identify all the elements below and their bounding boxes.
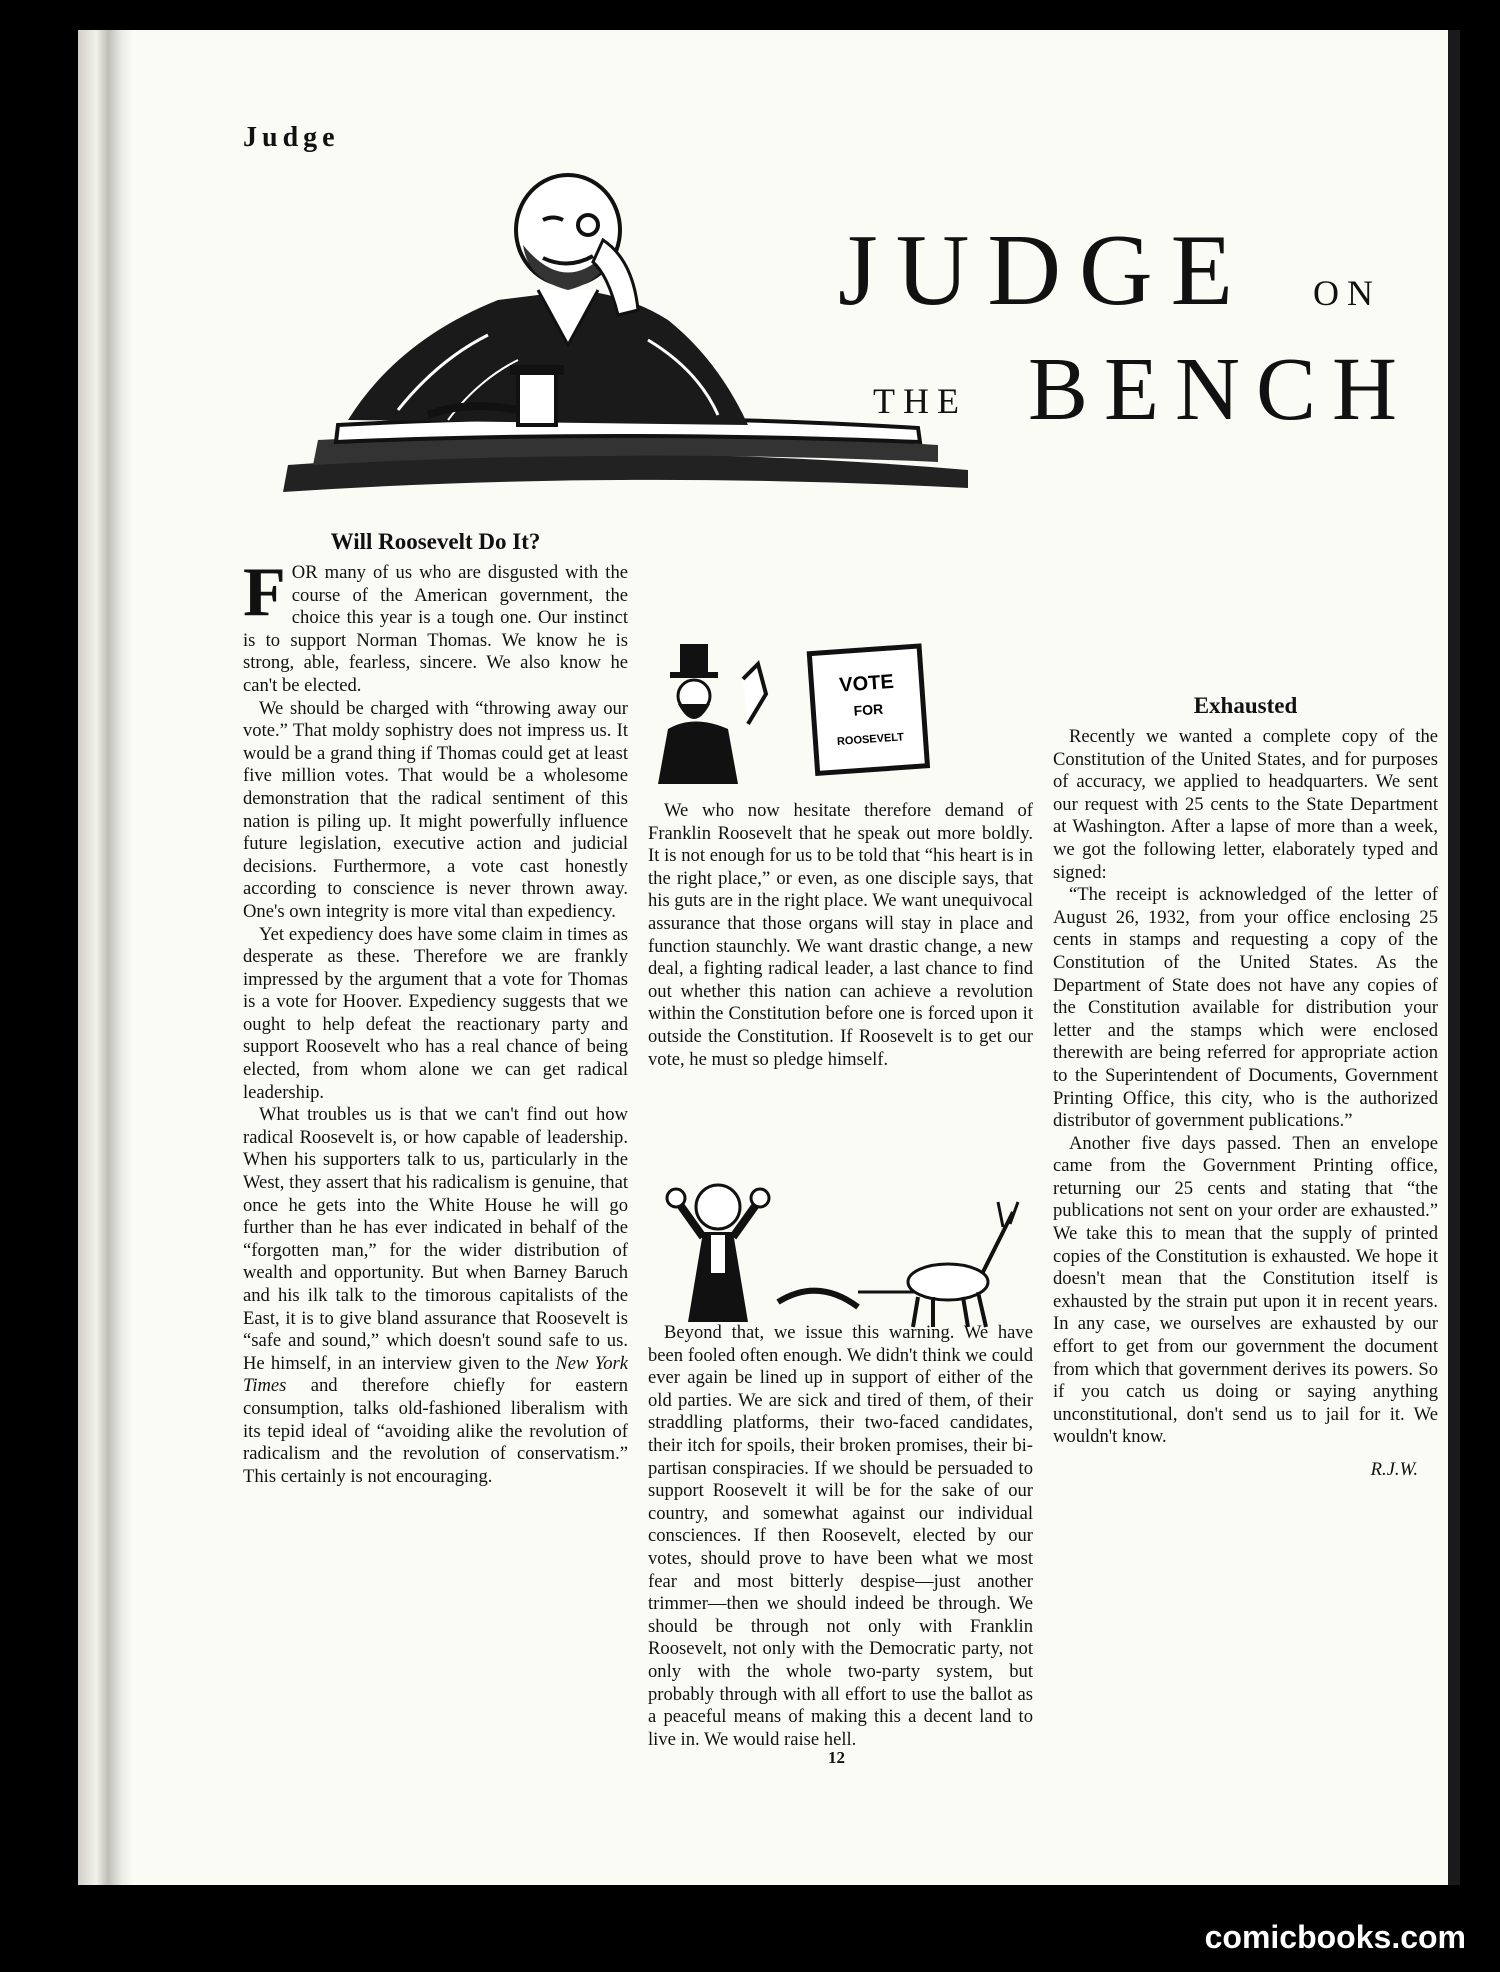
magazine-header: Judge bbox=[243, 122, 340, 153]
cartoon-vote-for-roosevelt bbox=[648, 634, 1033, 794]
paragraph: Yet expediency does have some claim in times as desperate as these. Therefore we are frankly impressed by the argument that a vote for Thomas is a vote for Hoover. Expediency suggests that we ought to help defeat the reactionary party and support Roosevelt who has a real chance of being elected, from whom alone we can get radical leadership. bbox=[243, 923, 628, 1103]
paragraph: “The receipt is acknowledged of the letter of August 26, 1932, from your office enclosing 25 cents in stamps and requesting a copy of the Constitution of the United States. As the Department of State does not have any copies of the Constitution available for distribution your letter and the stamps which were enclosed therewith are being referred for appropriate action to the Superintendent of Documents, Government Printing Office, this city, who is the authorized distributor of government publications.” bbox=[1053, 884, 1438, 1132]
paragraph: Recently we wanted a complete copy of the Constitution of the United States, and for purposes of accuracy, we applied to headquarters. We sent our request with 25 cents to the State Department at Washington. After a lapse of more than a week, we got the following letter, elaborately typed and signed: bbox=[1053, 726, 1438, 883]
sign-line-1: VOTE bbox=[838, 670, 895, 697]
paragraph: FOR many of us who are disgusted with the course of the American government, the choice this year is a tough one. Our instinct is to support Norman Thomas. We know he is strong, able, fearless, sincere. We also know he can't be elected. bbox=[243, 554, 628, 696]
facing-page-edge bbox=[1448, 30, 1460, 1885]
title-bench: BENCH bbox=[1028, 340, 1414, 439]
title-judge: JUDGE bbox=[838, 214, 1251, 327]
author-initials: R.J.W. bbox=[1370, 1459, 1418, 1480]
paragraph: What troubles us is that we can't find out how radical Roosevelt is, or how capable of leadership. When his supporters talk to us, particularly in the West, they assert that his radicalism is genuine, that once he gets into the White House he will go further than he has ever indicated in behalf of the “forgotten man,” for the wider distribution of wealth and opportunity. But when Barney Baruch and his ilk talk to the timorous capitalists of the East, it is to give bland assurance that Roosevelt is “safe and sound,” which doesn't sound safe to us. He himself, in an interview given to the New York Times and therefore chiefly for eastern consumption, talks old-fashioned liberalism with its tepid ideal of “avoiding alike the revolution of radicalism and the revolution of conservatism.” This certainly is not encouraging. bbox=[243, 1104, 628, 1487]
page-number: 12 bbox=[828, 1748, 845, 1767]
article-column-2-middle bbox=[648, 800, 1033, 1071]
sign-line-2: FOR bbox=[853, 700, 884, 719]
paragraph: Another five days passed. Then an envelope came from the Government Printing office, returning our 25 cents and stating that “the publications not sent on your order are exhausted.” We take this to mean that the supply of printed copies of the Constitution is exhausted. We hope it doesn't mean that the Constitution itself is exhausted by the strain put upon it in recent years. In any case, we ourselves are exhausted by our effort to get from our government the document from which that government derives its powers. So if you catch us doing or saying anything unconstitutional, don't send us to jail for it. We wouldn't know. bbox=[1053, 1132, 1438, 1448]
cartoon-man-and-donkey bbox=[648, 1172, 1033, 1337]
article-exhausted bbox=[1053, 692, 1438, 1482]
site-watermark: comicbooks.com bbox=[1204, 1919, 1466, 1955]
article-heading: Will Roosevelt Do It? bbox=[330, 529, 541, 554]
article-column-1 bbox=[243, 528, 628, 1488]
article-heading-exhausted: Exhausted bbox=[1193, 693, 1298, 718]
article-column-2-bottom bbox=[648, 1322, 1033, 1751]
paragraph: We who now hesitate therefore demand of Franklin Roosevelt that he speak out more boldly. It is not enough for us to be told that “his heart is in the right place,” or even, as one disciple says, that his guts are in the right place. We want unequivocal assurance that those organs will stay in place and function staunchly. We want drastic change, a new deal, a fighting radical leader, a last chance to find out whether this nation can achieve a revolution within the Constitution before one is forced upon it outside the Constitution. If Roosevelt is to get our vote, he must so pledge himself. bbox=[648, 800, 1033, 1070]
paragraph: We should be charged with “throwing away our vote.” That moldy sophistry does not impress us. It would be a grand thing if Thomas could get at least five million votes. That would be a wholesome demonstration that the radical sentiment of this nation is piling up. It might powerfully influence future legislation, executive action and judicial decisions. Furthermore, a vote cast honestly according to conscience is never thrown away. One's own integrity is more vital than expediency. bbox=[243, 697, 628, 922]
title-the: THE bbox=[873, 381, 967, 421]
drop-cap: F bbox=[243, 554, 286, 631]
paragraph: Beyond that, we issue this warning. We have been fooled often enough. We didn't think we could ever again be lined up in support of either of the old parties. We are sick and tired of them, of their straddling platforms, their two-faced candidates, their itch for spoils, their broken promises, their bi-partisan conspiracies. If we should be persuaded to support Roosevelt it will be for the sake of our country, and somewhat against our individual consciences. If then Roosevelt, elected by our votes, should prove to have been what we most fear and most bitterly despise—just another trimmer—then we should indeed be through. We should be through not only with Franklin Roosevelt, not only with the Democratic party, not only with the whole two-party system, but probably through with all effort to use the ballot as a peaceful means of making this a decent land to live in. We would raise hell. bbox=[648, 1322, 1033, 1750]
page-gutter bbox=[78, 30, 133, 1885]
sign-line-3: ROOSEVELT bbox=[836, 731, 905, 748]
title-on: ON bbox=[1313, 273, 1381, 313]
